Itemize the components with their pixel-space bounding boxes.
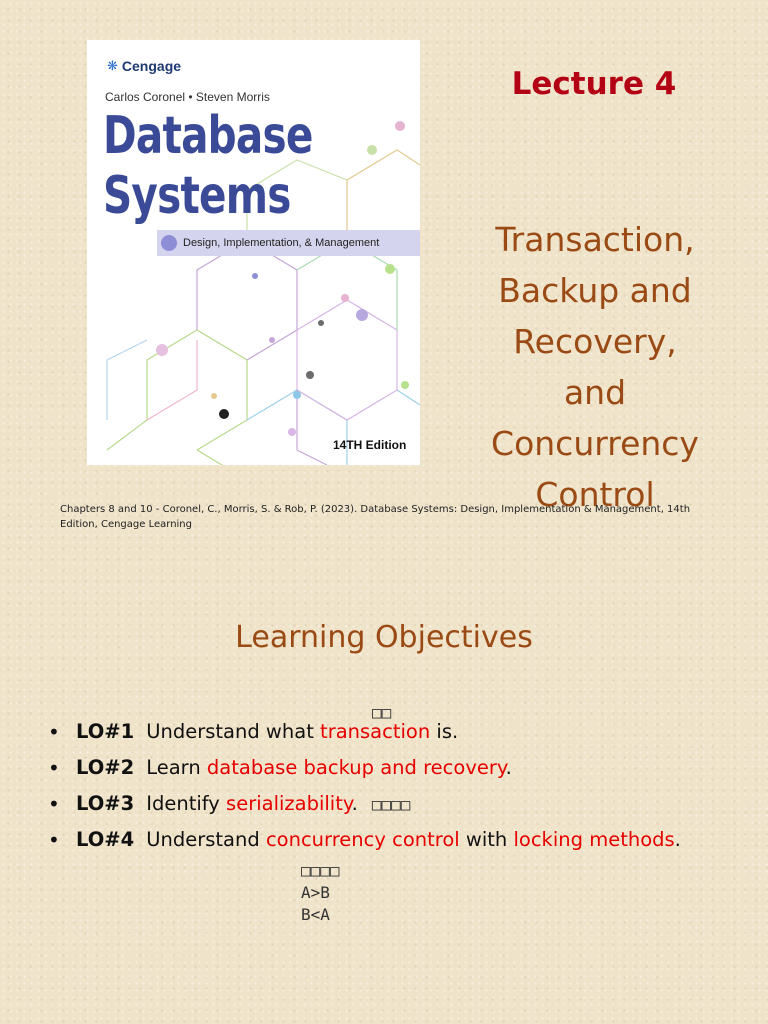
handwritten-notes [301,860,340,926]
cover-edition: 14TH Edition [333,438,407,452]
brand-label: Cengage [121,58,182,74]
objective-highlight: transaction [320,720,431,743]
objective-text: Understand what [146,720,321,743]
cover-title-line2: Systems [103,166,291,226]
cover-title-line1: Database [103,106,313,166]
band-dot-icon [161,235,177,251]
note-line: □□□□ [301,861,340,880]
cover-authors: Carlos Coronel • Steven Morris [105,90,270,104]
objective-code: LO#4 [76,828,135,851]
objective-highlight: database backup and recovery [206,756,506,779]
bullet-icon: • [48,756,60,780]
lecture-number: Lecture 4 [511,66,677,102]
cover-subtitle: Design, Implementation, & Management [183,237,380,249]
objective-text: Identify [146,792,227,815]
objective-text: . [505,756,512,779]
objectives-title: Learning Objectives [235,620,533,655]
publisher-brand [107,58,181,74]
book-cover [87,40,420,465]
objective-text: with [459,828,514,851]
subtitle-line: Backup and [498,271,692,310]
cover-subtitle-band [157,230,420,256]
list-item [48,824,681,860]
cengage-logo-icon: ❋ [107,58,118,73]
subtitle-line: Control [535,475,655,514]
citation: Chapters 8 and 10 - Coronel, C., Morris, S. & Rob, P. (2023). Database Systems: Design, Implementation & Management, 14th Edition, Cengage Learning [60,504,691,530]
objective-text: is. [430,720,459,743]
objectives-list [48,716,681,860]
note-line: A>B [301,883,330,902]
subtitle-line: Transaction, [495,220,695,259]
bullet-icon: • [48,828,60,852]
objective-note: □□□□ [371,795,411,814]
list-item [48,752,681,788]
bullet-icon: • [48,792,60,816]
note-above: □□ [372,703,392,722]
objective-highlight: concurrency control [265,828,460,851]
list-item [48,716,681,752]
list-item [48,788,681,824]
lecture-subtitle [470,214,720,520]
objective-code: LO#2 [76,756,135,779]
objective-code: LO#3 [76,792,135,815]
objective-highlight-2: locking methods [513,828,675,851]
bullet-icon: • [48,720,60,744]
subtitle-line: and [563,373,627,412]
objective-text: . [351,792,358,815]
objective-code: LO#1 [76,720,135,743]
objective-text: . [674,828,681,851]
note-line: B<A [301,905,330,924]
subtitle-line: Recovery, [513,322,677,361]
objective-text: Understand [146,828,266,851]
subtitle-line: Concurrency [491,424,699,463]
objective-text: Learn [146,756,207,779]
objective-highlight: serializability [226,792,352,815]
